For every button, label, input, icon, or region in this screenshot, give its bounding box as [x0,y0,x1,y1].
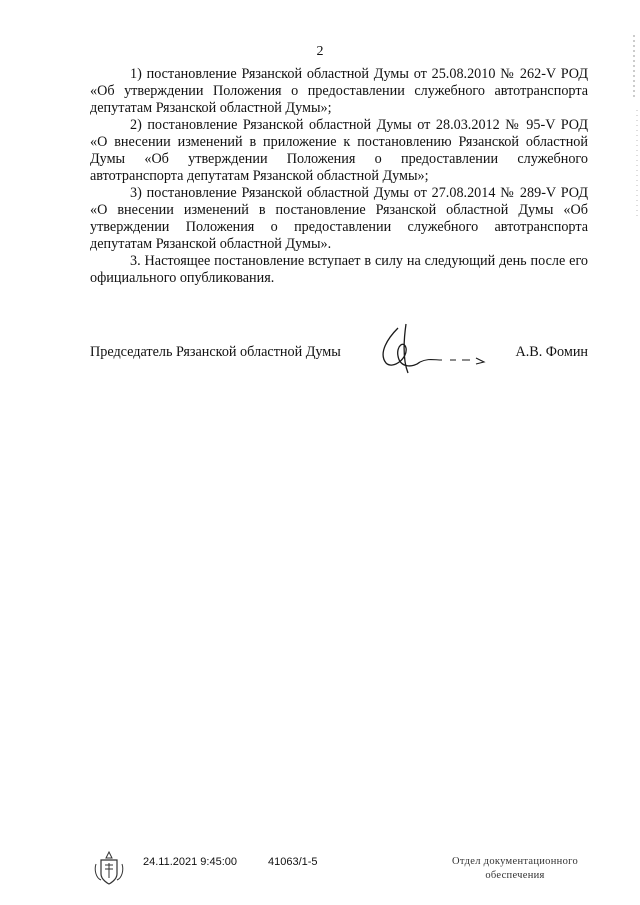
stamp-line-1: Отдел документационного [451,856,579,867]
footer-datetime: 24.11.2021 9:45:00 [143,856,237,868]
footer-reg-number: 41063/1-5 [268,856,318,868]
footer [0,850,640,900]
signatory-role: Председатель Рязанской областной Думы [90,344,341,360]
signatory-name: А.В. Фомин [515,344,588,360]
scan-edge-marks [626,30,640,230]
regional-coat-of-arms-icon [92,850,126,886]
paragraph-item-3: 3) постановление Рязанской областной Думы от 27.08.2014 № 289-V РОД «О внесении изменений в постановление Рязанской областной Думы «Об утверждении Положения о предоставлении служебного автотранспорта депутатам Рязанской областной Думы». [90,185,589,252]
department-stamp [440,855,590,883]
paragraph-effective-date: 3. Настоящее постановление вступает в силу на следующий день после его официального опубликования. [90,253,588,286]
paragraph-item-1: 1) постановление Рязанской областной Думы от 25.08.2010 № 262-V РОД «Об утверждении Положения о предоставлении служебного автотранспорта депутатам Рязанской областной Думы»; [90,66,589,116]
stamp-line-2: обеспечения [485,870,545,881]
handwritten-signature [358,318,508,378]
signature-block [90,338,588,378]
page-number: 2 [316,44,324,59]
body-text [90,66,588,287]
paragraph-item-2: 2) постановление Рязанской областной Думы от 28.03.2012 № 95-V РОД «О внесении изменений в приложение к постановлению Рязанской областной Думы «Об утверждении Положения о предоставлении служебного автотранспорта депутатам Рязанской областной Думы»; [90,117,588,184]
